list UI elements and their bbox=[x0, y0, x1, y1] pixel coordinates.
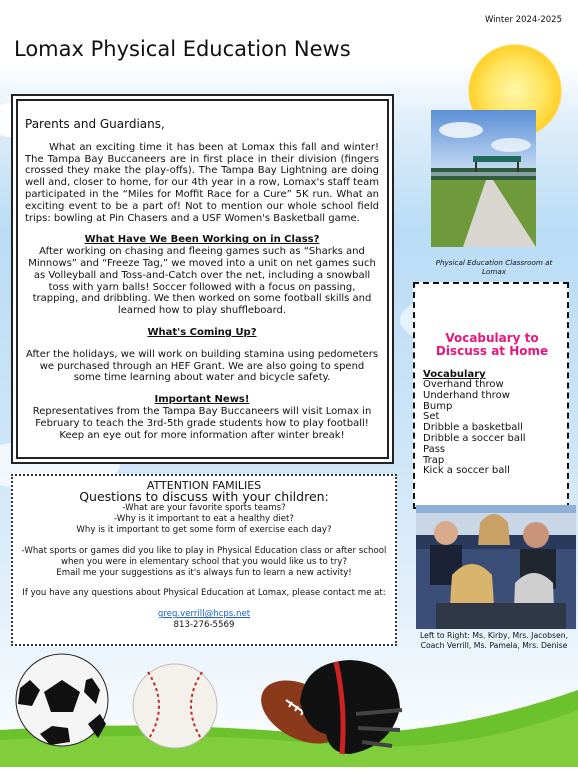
vocab-item: Kick a soccer ball bbox=[423, 465, 510, 477]
staff-photo-caption: Left to Right: Ms. Kirby, Mrs. Jacobsen, Coach Verrill, Ms. Pamela, Mrs. Denise bbox=[419, 631, 569, 650]
classroom-photo bbox=[431, 110, 536, 247]
section-heading-news: Important News! bbox=[154, 394, 250, 406]
email-link[interactable]: greg.verrill@hcps.net bbox=[157, 609, 251, 619]
vocab-item: Underhand throw bbox=[423, 389, 510, 401]
contact-text: If you have any questions about Physical Education at Lomax, please contact me at: bbox=[22, 588, 386, 598]
vocab-item: Bump bbox=[423, 400, 453, 412]
vocab-item: Dribble a soccer ball bbox=[423, 432, 526, 444]
phone-number: 813-276-5569 bbox=[173, 620, 235, 630]
section-body-class: After working on chasing and fleeing games such as “Sharks and Minnows” and “Freeze Tag,” we moved into a unit on net games such as Volleyball and Toss-and-Catch over the net, including a snowball toss with yarn balls! Soccer followed with a focus on passing, trapping, and dribbling. We then worked on some football skills and learned how to play shuffleboard. bbox=[28, 246, 376, 317]
vocabulary-heading: Vocabulary bbox=[423, 369, 486, 380]
staff-photo bbox=[416, 505, 576, 629]
attention-box bbox=[11, 474, 397, 646]
baseball-icon bbox=[133, 664, 217, 748]
letter-intro: What an exciting time it has been at Lomax this fall and winter! The Tampa Bay Buccaneers are in first place in their division (fingers crossed they make the play-offs). The Tampa Bay Lightning are doing well and, closer to home, for our 4th year in a row, Lomax's staff team participated in the “Miles for Moffit Race for a Cure” 5K run. What an exciting event to be a part of! Not to mention our whole school field trips: bowling at Pin Chasers and a USF Women's Basketball game. bbox=[25, 141, 379, 224]
letter-greeting: Parents and Guardians, bbox=[25, 117, 165, 131]
section-body-news: Representatives from the Tampa Bay Buccaneers will visit Lomax in February to teach the 3rd-5th grade students how to play football! Keep an eye out for more information after winter break! bbox=[32, 405, 372, 441]
question-item: -What are your favorite sports teams? bbox=[122, 503, 286, 513]
edition-label: Winter 2024-2025 bbox=[484, 15, 562, 25]
question-item: -Why is it important to eat a healthy diet? bbox=[114, 514, 294, 524]
section-heading-class: What Have We Been Working on in Class? bbox=[84, 234, 320, 246]
section-heading-coming-up: What's Coming Up? bbox=[147, 326, 257, 338]
page-title: Lomax Physical Education News bbox=[14, 37, 351, 61]
vocab-item: Dribble a basketball bbox=[423, 422, 523, 434]
letter-box bbox=[11, 94, 394, 464]
attention-title: ATTENTION FAMILIES bbox=[146, 479, 262, 492]
soccer-ball-icon bbox=[16, 654, 108, 746]
sports-footer-illustration bbox=[0, 650, 578, 767]
question-item: Email me your suggestions as it's always fun to learn a new activity! bbox=[56, 568, 352, 578]
vocab-item: Overhand throw bbox=[423, 379, 504, 390]
vocab-item: Trap bbox=[423, 454, 445, 466]
attention-subtitle: Questions to discuss with your children: bbox=[79, 489, 329, 504]
classroom-photo-caption: Physical Education Classroom at Lomax bbox=[435, 258, 553, 276]
letter-inner bbox=[16, 99, 389, 459]
vocabulary-box bbox=[413, 282, 569, 509]
question-item: Why is it important to get some form of exercise each day? bbox=[76, 525, 332, 535]
section-body-coming-up: After the holidays, we will work on building stamina using pedometers we purchased through an HEF Grant. We are also going to spend some time learning about water and bicycle safety. bbox=[25, 348, 379, 384]
vocab-item: Pass bbox=[423, 443, 446, 455]
vocabulary-title: Vocabulary to Discuss at Home bbox=[435, 331, 549, 358]
question-item: -What sports or games did you like to play in Physical Education class or after school when you were in elementary school that you would like us to try? bbox=[21, 546, 387, 567]
vocab-item: Set bbox=[423, 411, 440, 423]
